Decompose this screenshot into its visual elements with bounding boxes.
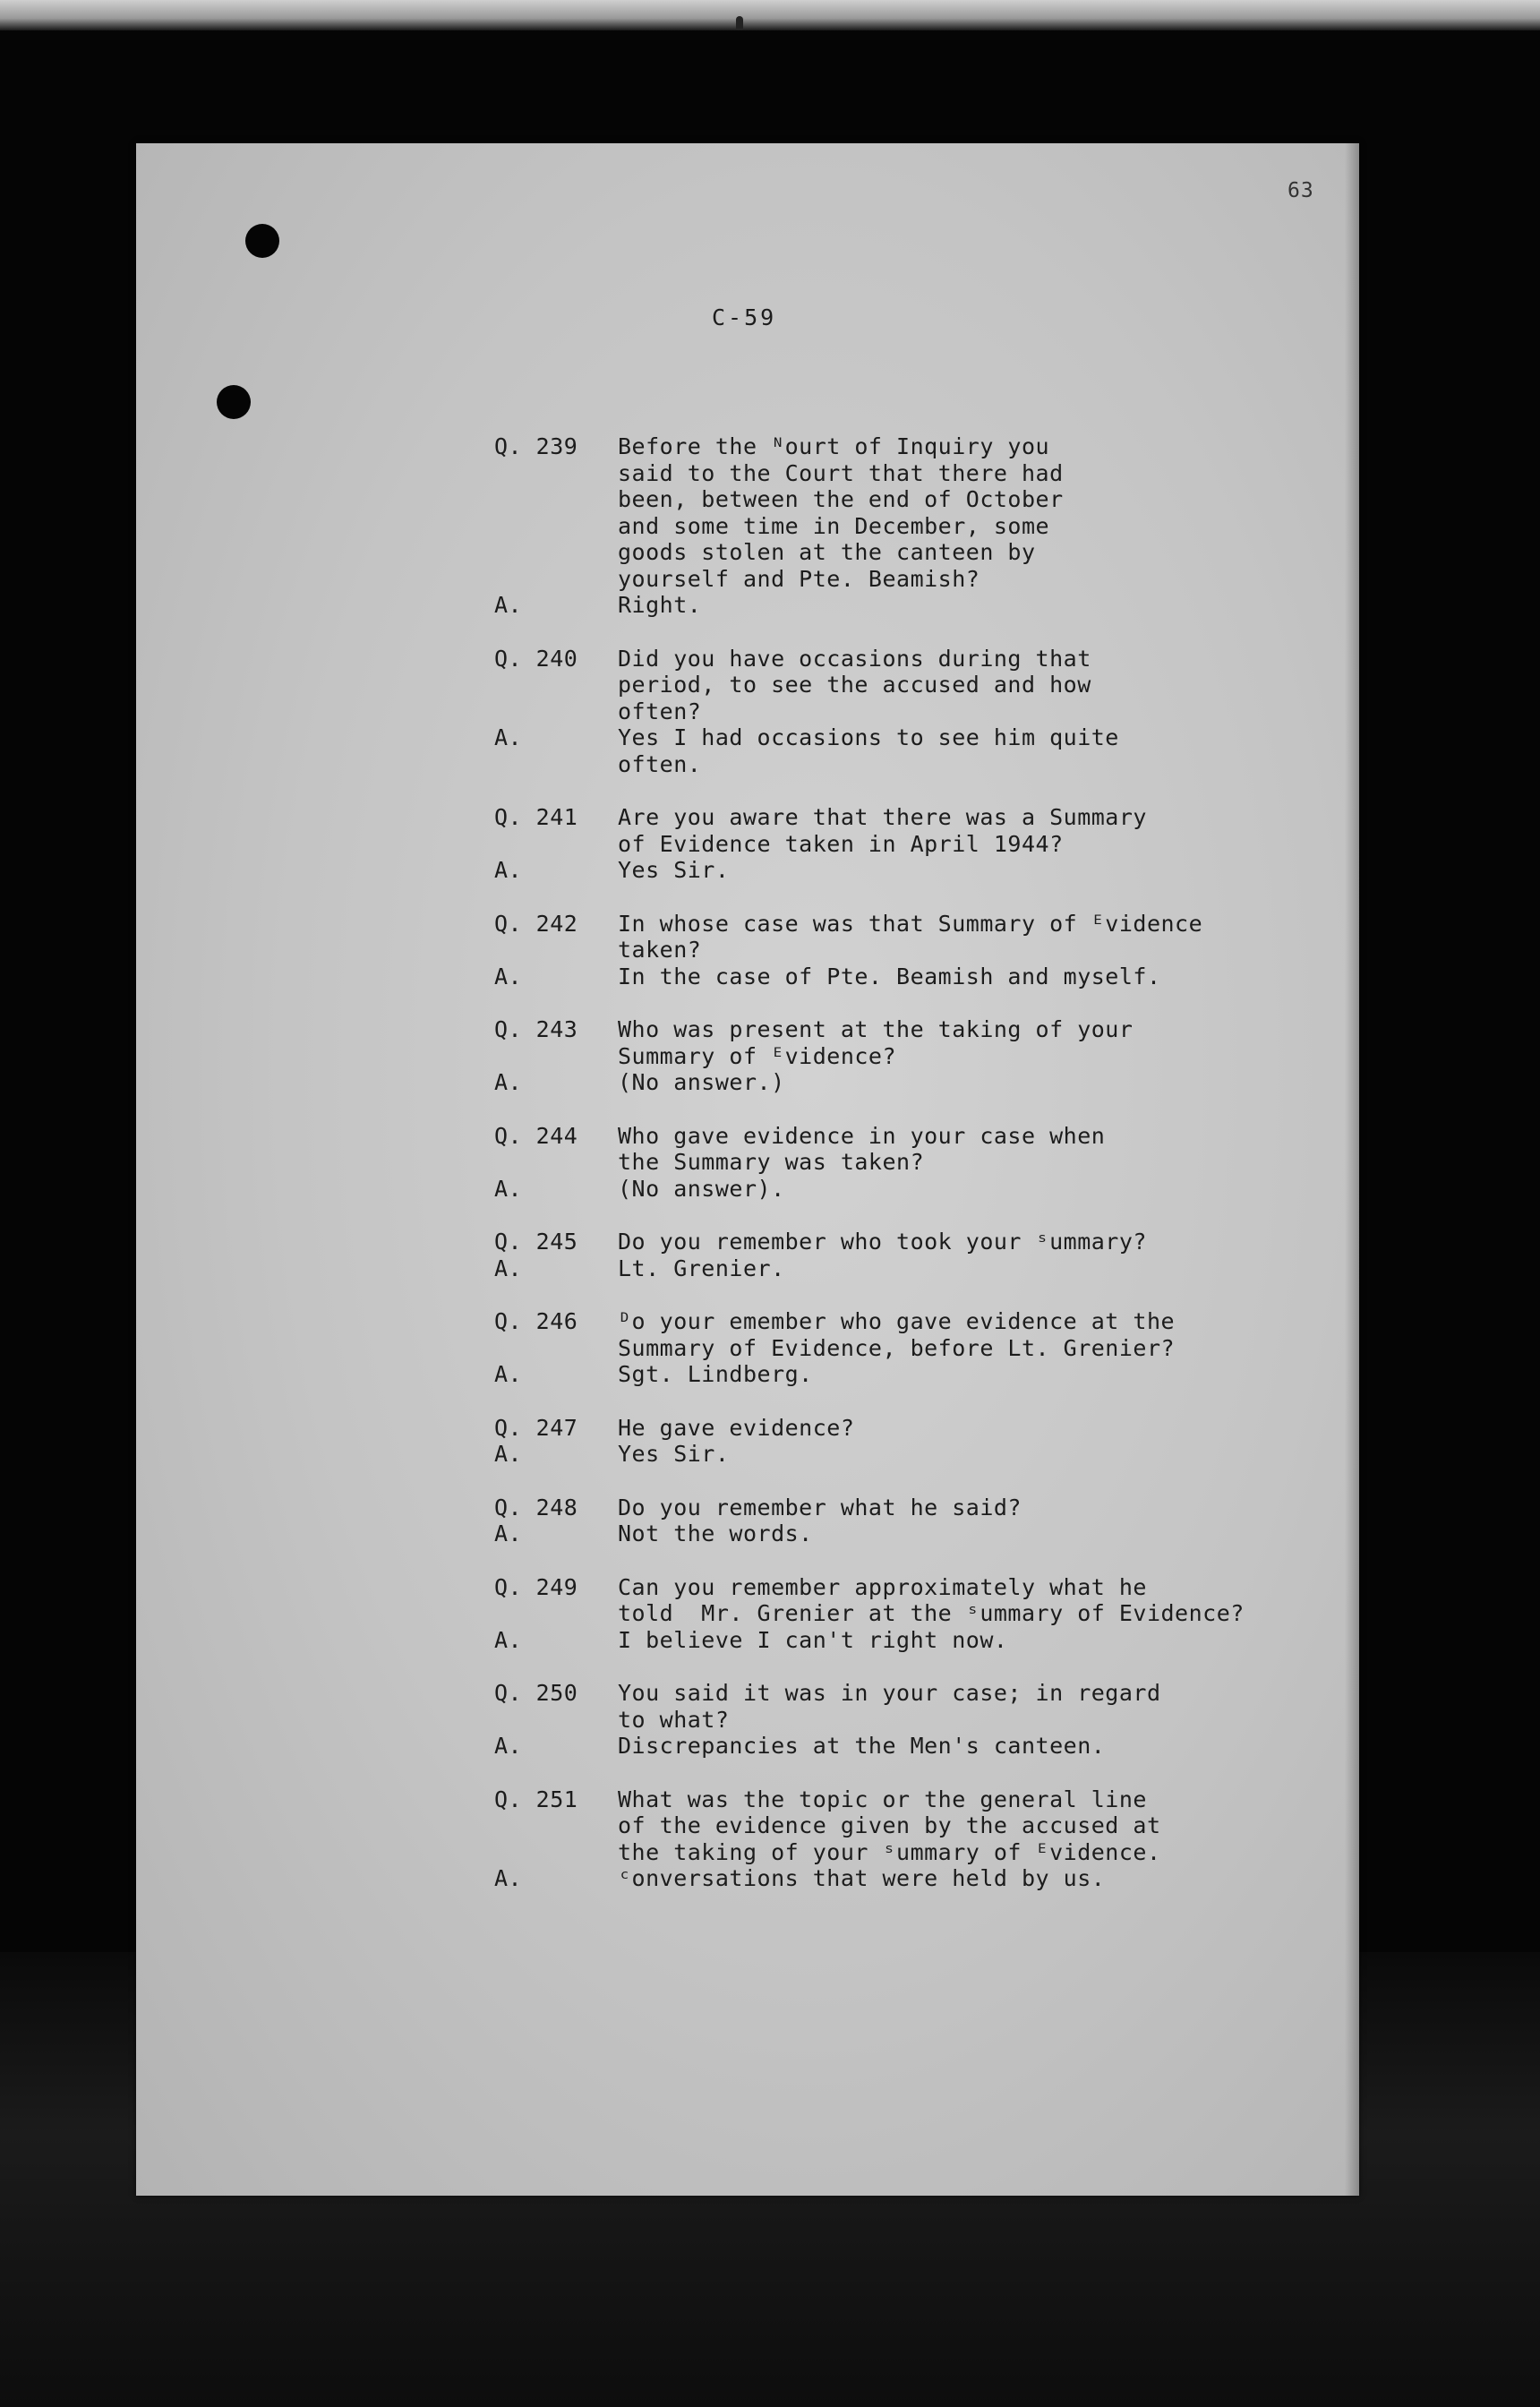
question-line (494, 566, 1354, 593)
film-top-edge (0, 0, 1540, 30)
answer-text: (No answer.) (618, 1069, 785, 1095)
qa-entry (494, 1786, 1354, 1892)
answer-text: I believe I can't right now. (618, 1626, 1008, 1653)
answer-line (494, 1069, 1354, 1096)
qa-entry (494, 804, 1354, 884)
question-text: Did you have occasions during that (618, 645, 1091, 672)
answer-label: A. (494, 1520, 523, 1546)
question-label: Q. 244 (494, 1122, 578, 1149)
film-mark (736, 16, 743, 29)
qa-entry (494, 1016, 1354, 1096)
qa-entry (494, 1123, 1354, 1203)
answer-text: In the case of Pte. Beamish and myself. (618, 963, 1161, 989)
answer-line (494, 857, 1354, 884)
answer-text: Not the words. (618, 1520, 813, 1546)
question-text: often? (618, 698, 702, 724)
question-text: Who gave evidence in your case when (618, 1122, 1106, 1149)
question-label: Q. 242 (494, 910, 578, 937)
question-line (494, 513, 1354, 540)
question-text: In whose case was that Summary of ᴱvidence (618, 910, 1203, 937)
answer-line (494, 1255, 1354, 1282)
question-line (494, 1016, 1354, 1043)
question-line (494, 1812, 1354, 1839)
qa-entry (494, 1308, 1354, 1388)
answer-label: A. (494, 592, 523, 618)
question-text: ᴰo your emember who gave evidence at the (618, 1308, 1176, 1334)
question-text: been, between the end of October (618, 486, 1064, 512)
answer-text: (No answer). (618, 1175, 785, 1202)
answer-line (494, 964, 1354, 990)
punch-hole-bottom (217, 385, 251, 419)
question-line (494, 539, 1354, 566)
answer-label: A. (494, 1255, 523, 1281)
question-text: What was the topic or the general line (618, 1786, 1147, 1812)
question-line (494, 937, 1354, 964)
punch-hole-top (245, 224, 279, 258)
answer-text: Lt. Grenier. (618, 1255, 785, 1281)
answer-line (494, 1627, 1354, 1654)
page-code: C-59 (712, 304, 777, 330)
question-label: Q. 240 (494, 645, 578, 672)
question-line (494, 672, 1354, 698)
question-line (494, 460, 1354, 487)
question-text: Summary of ᴱvidence? (618, 1042, 897, 1069)
question-text: Summary of Evidence, before Lt. Grenier? (618, 1334, 1176, 1361)
question-line (494, 1786, 1354, 1813)
question-text: Do you remember who took your ˢummary? (618, 1229, 1147, 1255)
answer-text: Sgt. Lindberg. (618, 1361, 813, 1387)
answer-label: A. (494, 1626, 523, 1653)
question-line (494, 1839, 1354, 1866)
question-label: Q. 251 (494, 1786, 578, 1812)
answer-line (494, 751, 1354, 778)
qa-entry (494, 1229, 1354, 1281)
answer-text: often. (618, 750, 702, 777)
answer-line (494, 1520, 1354, 1547)
question-line (494, 1574, 1354, 1601)
question-label: Q. 247 (494, 1414, 578, 1441)
question-label: Q. 241 (494, 804, 578, 830)
answer-label: A. (494, 1175, 523, 1202)
answer-label: A. (494, 1733, 523, 1759)
question-text: yourself and Pte. Beamish? (618, 565, 980, 592)
answer-line (494, 1733, 1354, 1760)
qa-entry (494, 911, 1354, 990)
question-label: Q. 248 (494, 1494, 578, 1520)
question-line (494, 1335, 1354, 1362)
document-page (136, 143, 1359, 2196)
qa-entry (494, 1415, 1354, 1468)
question-line (494, 1149, 1354, 1176)
question-line (494, 1308, 1354, 1335)
answer-line (494, 1441, 1354, 1468)
question-line (494, 1123, 1354, 1150)
question-text: the taking of your ˢummary of ᴱvidence. (618, 1838, 1161, 1865)
question-text: Are you aware that there was a Summary (618, 804, 1147, 830)
question-label: Q. 249 (494, 1573, 578, 1600)
question-line (494, 1415, 1354, 1442)
answer-label: A. (494, 857, 523, 883)
question-text: goods stolen at the canteen by (618, 539, 1036, 565)
question-line (494, 433, 1354, 460)
answer-line (494, 1865, 1354, 1892)
question-text: period, to see the accused and how (618, 672, 1091, 698)
answer-text: ᶜonversations that were held by us. (618, 1865, 1106, 1891)
question-line (494, 1229, 1354, 1255)
question-label: Q. 243 (494, 1016, 578, 1042)
question-text: Before the ᴺourt of Inquiry you (618, 433, 1050, 459)
question-text: said to the Court that there had (618, 459, 1064, 486)
question-line (494, 1495, 1354, 1521)
question-line (494, 1043, 1354, 1070)
question-text: of the evidence given by the accused at (618, 1812, 1161, 1838)
answer-text: Yes I had occasions to see him quite (618, 724, 1119, 750)
answer-label: A. (494, 1069, 523, 1095)
question-line (494, 1600, 1354, 1627)
question-label: Q. 245 (494, 1229, 578, 1255)
question-text: of Evidence taken in April 1944? (618, 830, 1064, 857)
question-line (494, 646, 1354, 672)
question-text: and some time in December, some (618, 512, 1050, 539)
answer-label: A. (494, 1361, 523, 1387)
question-text: taken? (618, 937, 702, 963)
question-text: the Summary was taken? (618, 1149, 925, 1175)
answer-text: Right. (618, 592, 702, 618)
question-text: to what? (618, 1706, 730, 1733)
question-text: You said it was in your case; in regard (618, 1680, 1161, 1706)
answer-line (494, 1361, 1354, 1388)
answer-line (494, 592, 1354, 619)
folio-number: 63 (1288, 179, 1314, 202)
qa-entry (494, 1680, 1354, 1760)
question-line (494, 911, 1354, 938)
question-answer-list (494, 433, 1354, 1919)
question-line (494, 486, 1354, 513)
question-line (494, 831, 1354, 858)
question-line (494, 1707, 1354, 1734)
answer-text: Discrepancies at the Men's canteen. (618, 1733, 1106, 1759)
answer-label: A. (494, 1865, 523, 1891)
question-text: Do you remember what he said? (618, 1494, 1022, 1520)
question-text: He gave evidence? (618, 1414, 855, 1441)
answer-label: A. (494, 1441, 523, 1467)
qa-entry (494, 433, 1354, 619)
question-line (494, 804, 1354, 831)
answer-text: Yes Sir. (618, 857, 730, 883)
answer-text: Yes Sir. (618, 1441, 730, 1467)
qa-entry (494, 1574, 1354, 1654)
answer-line (494, 1176, 1354, 1203)
question-text: Who was present at the taking of your (618, 1016, 1134, 1042)
question-text: Can you remember approximately what he (618, 1573, 1147, 1600)
question-label: Q. 239 (494, 433, 578, 459)
answer-label: A. (494, 724, 523, 750)
question-label: Q. 246 (494, 1308, 578, 1334)
question-label: Q. 250 (494, 1680, 578, 1706)
question-text: told Mr. Grenier at the ˢummary of Evidence? (618, 1600, 1245, 1626)
answer-label: A. (494, 963, 523, 989)
answer-line (494, 724, 1354, 751)
question-line (494, 1680, 1354, 1707)
qa-entry (494, 646, 1354, 778)
qa-entry (494, 1495, 1354, 1547)
question-line (494, 698, 1354, 725)
